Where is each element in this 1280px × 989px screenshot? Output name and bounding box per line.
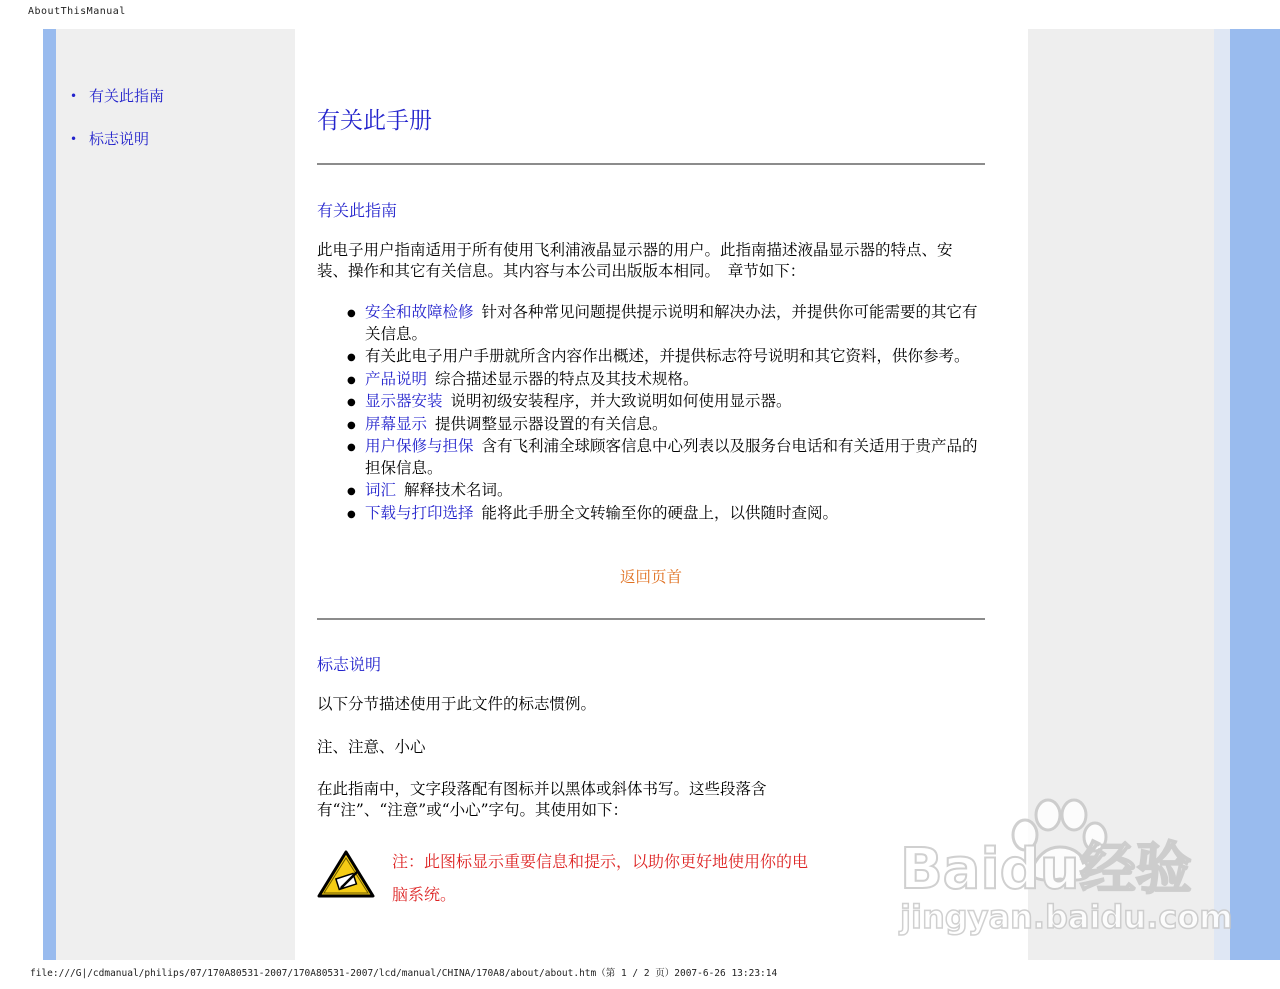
bullet-icon: • xyxy=(70,89,78,103)
divider xyxy=(317,163,985,165)
list-item-text: 含有飞利浦全球顾客信息中心列表以及服务台电话和有关适用于贵产品的担保信息。 xyxy=(365,437,978,477)
back-to-top xyxy=(317,565,985,587)
list-item-text: 提供调整显示器设置的有关信息。 xyxy=(435,414,668,433)
sidebar-link-notation[interactable]: 标志说明 xyxy=(89,130,150,148)
watermark-url: jingyan.baidu.com xyxy=(900,898,1233,936)
note-text: 注：此图标显示重要信息和提示，以助你更好地使用你的电脑系统。 xyxy=(392,852,809,904)
list-item xyxy=(347,436,987,479)
list-item-text: 解释技术名词。 xyxy=(404,481,513,499)
sidebar-item-about-guide[interactable] xyxy=(70,86,164,129)
sidebar-nav xyxy=(70,86,164,172)
watermark xyxy=(900,795,1233,945)
list-item-text: 说明初级安装程序，并大致说明如何使用显示器。 xyxy=(450,392,792,410)
note-warning-icon xyxy=(317,850,375,898)
watermark-logo: Baidu经验 xyxy=(900,837,1192,902)
divider xyxy=(317,618,985,620)
list-item xyxy=(347,391,987,413)
note-block xyxy=(317,845,985,905)
list-item-text: 能将此手册全文转输至你的硬盘上，以供随时查阅。 xyxy=(481,503,839,522)
chapter-list xyxy=(347,302,987,525)
page-header: AboutThisManual xyxy=(28,6,126,17)
link-osd[interactable]: 屏幕显示 xyxy=(365,414,428,433)
notation-types: 注、注意、小心 xyxy=(317,738,426,756)
list-item-text: 针对各种常见问题提供提示说明和解决办法，并提供你可能需要的其它有关信息。 xyxy=(365,303,978,343)
notation-description: 在此指南中，文字段落配有图标并以黑体或斜体书写。这些段落含有“注”、“注意”或“小心”字句。其使用如下： xyxy=(317,780,767,819)
link-download[interactable]: 下载与打印选择 xyxy=(365,503,474,522)
list-item-text: 有关此电子用户手册就所含内容作出概述，并提供标志符号说明和其它资料，供你参考。 xyxy=(365,347,970,365)
list-item xyxy=(347,480,987,502)
link-product[interactable]: 产品说明 xyxy=(365,369,428,388)
bullet-icon: • xyxy=(70,132,78,146)
link-warranty[interactable]: 用户保修与担保 xyxy=(365,437,474,455)
list-item xyxy=(347,302,987,345)
notation-intro: 以下分节描述使用于此文件的标志惯例。 xyxy=(317,695,597,713)
page-footer: file:///G|/cdmanual/philips/07/170A80531-2007/170A80531-2007/lcd/manual/CHINA/170A8/about/about.htm（第 1 / 2 页）2007-6-26 13:23:14 xyxy=(30,968,778,979)
link-glossary[interactable]: 词汇 xyxy=(365,481,397,499)
right-divider xyxy=(1214,29,1230,960)
right-decor-bar xyxy=(1230,29,1280,960)
link-safety[interactable]: 安全和故障检修 xyxy=(365,303,474,321)
list-item xyxy=(347,414,987,436)
page-title: 有关此手册 xyxy=(317,108,432,134)
back-to-top-link[interactable]: 返回页首 xyxy=(619,568,682,586)
left-decor-bar xyxy=(43,29,56,960)
sidebar-link-about-guide[interactable]: 有关此指南 xyxy=(89,87,165,105)
section-heading-notation: 标志说明 xyxy=(317,655,382,674)
link-install[interactable]: 显示器安装 xyxy=(365,392,443,410)
list-item xyxy=(347,346,987,368)
list-item xyxy=(347,369,987,391)
list-item-text: 综合描述显示器的特点及其技术规格。 xyxy=(435,369,699,388)
sidebar-item-notation[interactable] xyxy=(70,129,164,172)
list-item xyxy=(347,503,987,525)
section-heading-about-guide: 有关此指南 xyxy=(317,201,398,220)
intro-paragraph: 此电子用户指南适用于所有使用飞利浦液晶显示器的用户。此指南描述液晶显示器的特点、安装、操作和其它有关信息。其内容与本公司出版版本相同。 章节如下： xyxy=(317,241,953,280)
